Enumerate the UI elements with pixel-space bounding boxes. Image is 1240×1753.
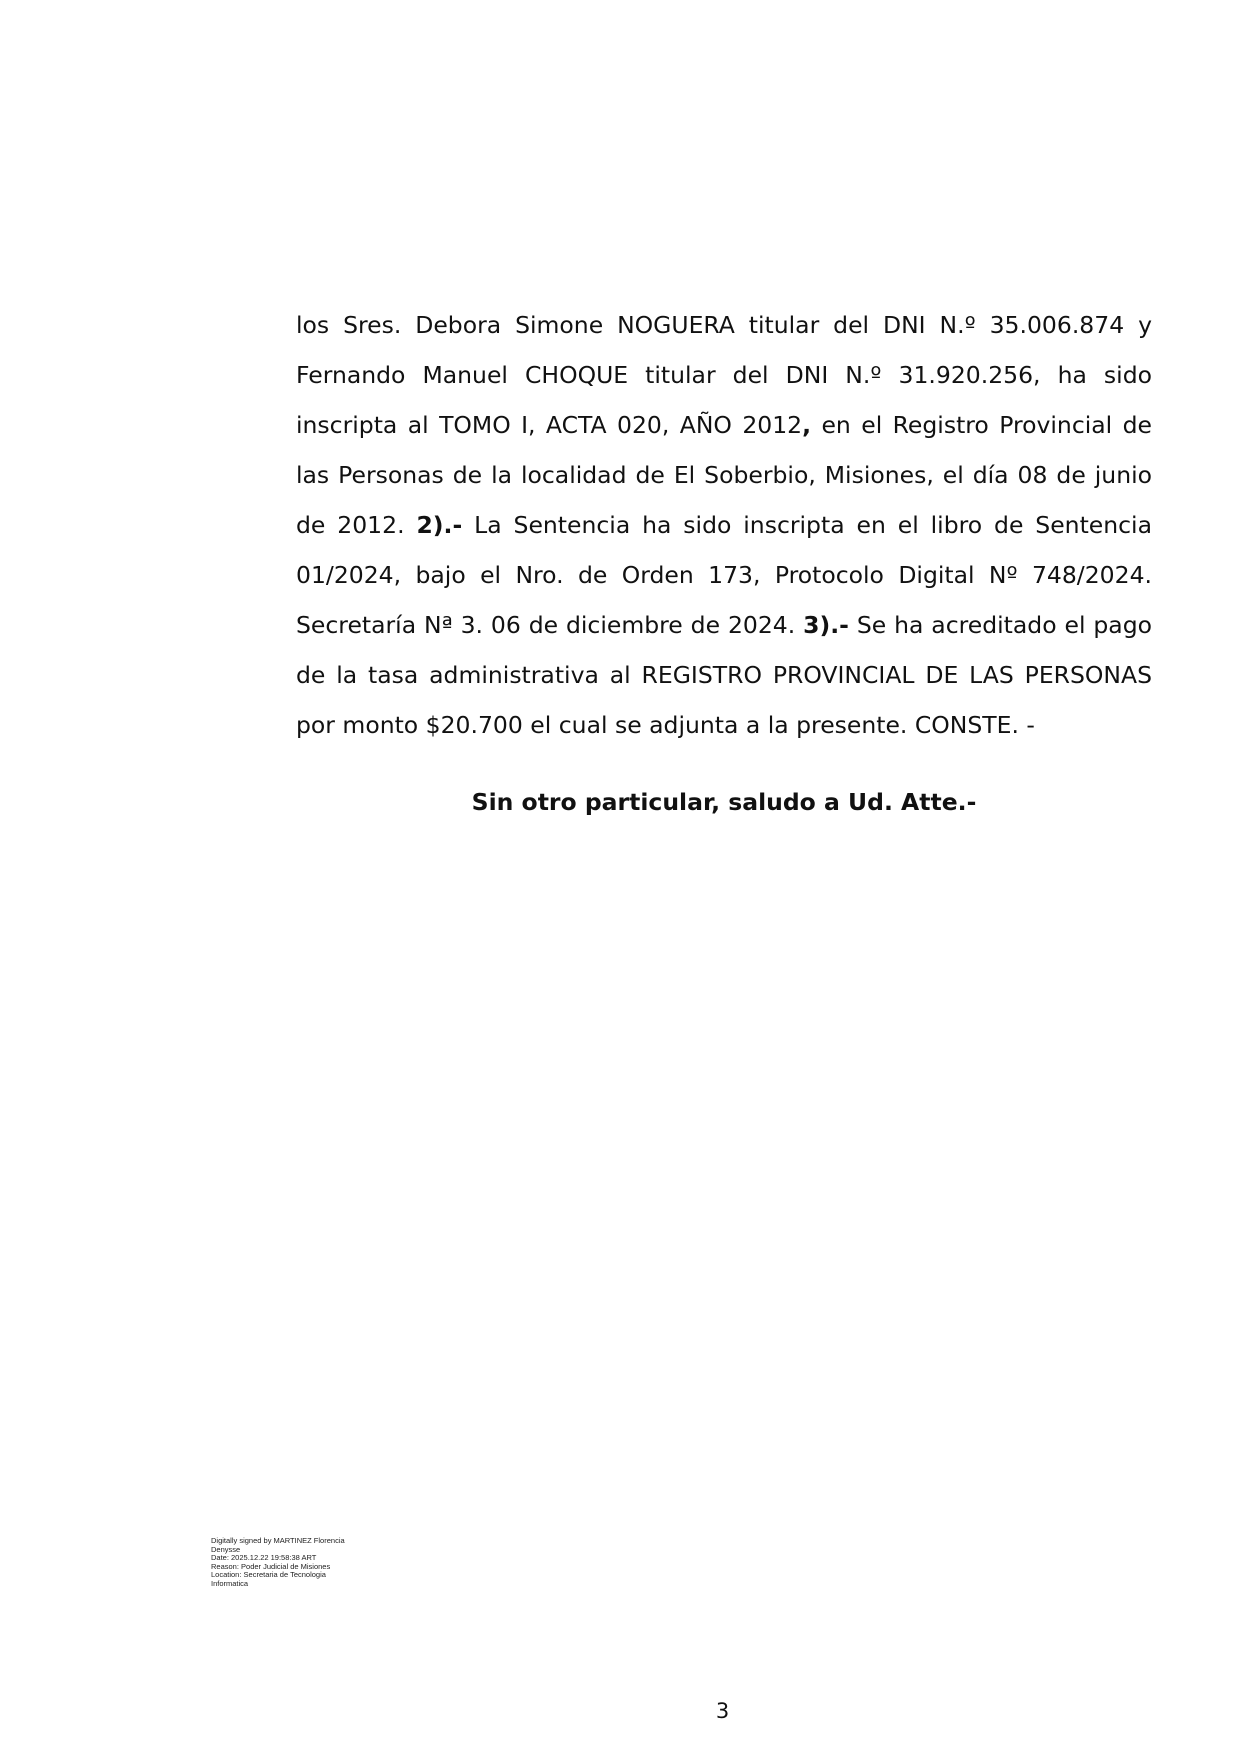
signature-line: Denysse bbox=[211, 1544, 241, 1554]
page-number: 3 bbox=[715, 1699, 730, 1723]
signature-line: Informatica bbox=[211, 1578, 249, 1588]
item-marker-3: 3).- bbox=[803, 611, 849, 639]
closing-line: Sin otro particular, saludo a Ud. Atte.- bbox=[471, 788, 977, 816]
bold-comma: , bbox=[802, 411, 812, 439]
body-text-segment: en el Registro Provincial de las Personas de la localidad de El Soberbio, Misiones, el día 08 de junio de 2012. bbox=[296, 411, 1152, 539]
body-paragraph bbox=[296, 300, 1152, 750]
signature-line: Location: Secretaria de Tecnologia bbox=[211, 1570, 326, 1579]
item-marker-2: 2).- bbox=[416, 511, 463, 539]
signature-line: Digitally signed by MARTINEZ Florencia bbox=[211, 1536, 345, 1545]
body-text-segment: Se ha acreditado el pago de la tasa administrativa al REGISTRO PROVINCIAL DE LAS PERSONAS por monto $20.700 el cual se adjunta a la presente. CONSTE. - bbox=[296, 611, 1152, 739]
signature-line: Reason: Poder Judicial de Misiones bbox=[211, 1561, 331, 1571]
body-text-segment: los Sres. Debora Simone NOGUERA titular del DNI N.º 35.006.874 y Fernando Manuel CHOQUE titular del DNI N.º 31.920.256, ha sido inscripta al TOMO I, ACTA 020, AÑO 2012 bbox=[296, 311, 1152, 439]
signature-line: Date: 2025.12.22 19:58:38 ART bbox=[211, 1553, 317, 1562]
digital-signature-block bbox=[211, 1537, 371, 1588]
body-text-segment: La Sentencia ha sido inscripta en el libro de Sentencia 01/2024, bajo el Nro. de Orden 173, Protocolo Digital Nº 748/2024. Secretaría Nª 3. 06 de diciembre de 2024. bbox=[296, 511, 1152, 639]
